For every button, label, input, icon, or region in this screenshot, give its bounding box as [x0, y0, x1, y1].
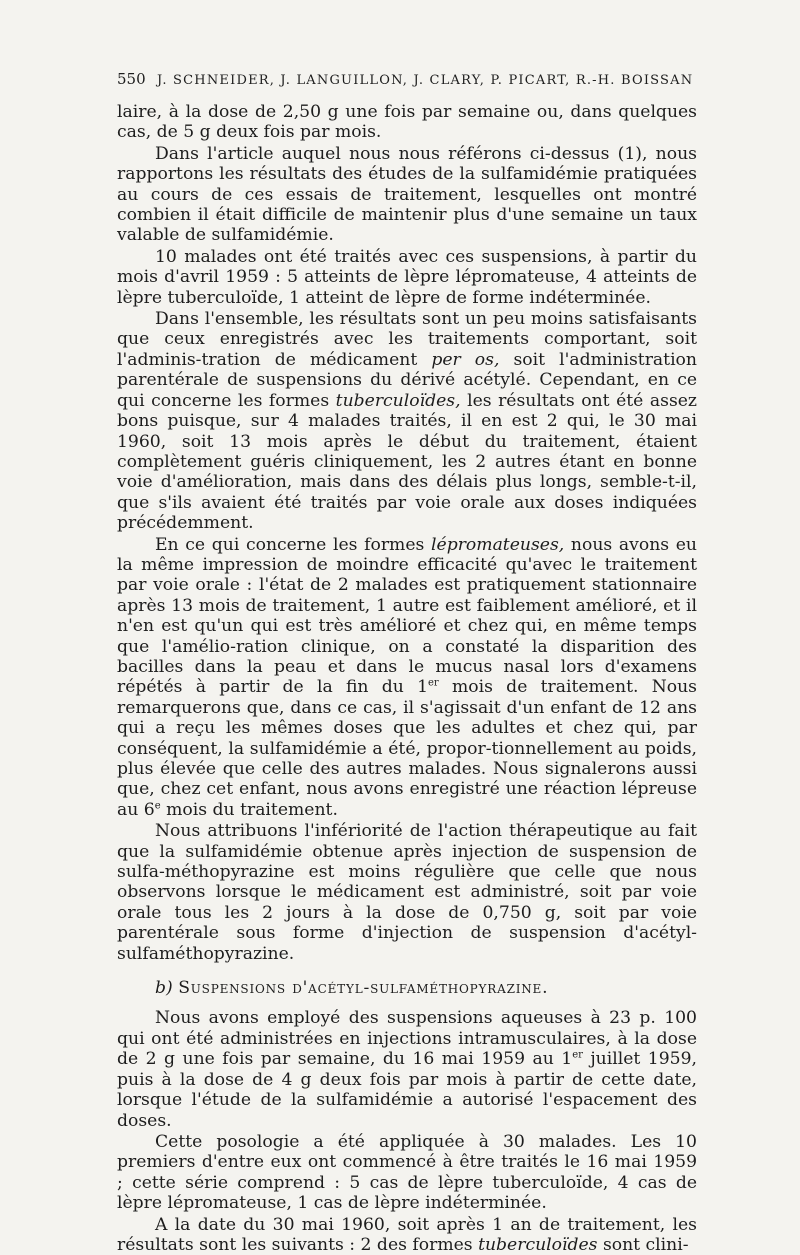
p5-sup-1: er — [428, 677, 439, 689]
paragraph-9 — [117, 1215, 697, 1255]
p4-italic-2: tuberculoïdes, — [335, 390, 461, 411]
paragraph-7 — [117, 1008, 697, 1130]
p7-text-a: Nous avons employé des suspensions aqueuses à 23 p. 100 qui ont été administrées en injections intramusculaires, à la dose de 2 g une fois par semaine, du 16 mai 1959 au 1 — [117, 1008, 697, 1070]
subheading — [117, 978, 697, 998]
page-number: 550 — [117, 70, 146, 88]
header-authors: J. SCHNEIDER, J. LANGUILLON, J. CLARY, P. PICART, R.-H. BOISSAN — [156, 73, 694, 88]
p9-text-b: sont clini- — [597, 1234, 689, 1255]
p4-text-b: soit l'administration parentérale de suspensions du dérivé acétylé. Cependant, en ce qui concerne les formes — [117, 349, 697, 411]
subheading-letter: b) — [155, 978, 173, 999]
paragraph-8: Cette posologie a été appliquée à 30 malades. Les 10 premiers d'entre eux ont commencé à être traités le 16 mai 1959 ; cette série comprend : 5 cas de lèpre tuberculoïde, 4 cas de lèpre lépromateuse, 1 cas de lèpre indéterminée. — [117, 1131, 697, 1214]
paragraph-2: Dans l'article auquel nous nous référons ci-dessus (1), nous rapportons les résultats des études de la sulfamidémie pratiquées au cours de ces essais de traitement, lesquelles ont montré combien il était difficile de maintenir plus d'une semaine un taux valable de sulfamidémie. — [117, 143, 697, 246]
p9-text-a: A la date du 30 mai 1960, soit après 1 an de traitement, les résultats sont les suivants : 2 des formes — [117, 1214, 697, 1255]
p5-italic-1: lépromateuses, — [431, 534, 565, 555]
p5-sup-2: e — [154, 800, 161, 812]
subheading-title: Suspensions d'acétyl-sulfaméthopyrazine. — [178, 978, 549, 999]
p9-italic-1: tuberculoïdes — [478, 1234, 598, 1255]
p4-text-a: Dans l'ensemble, les résultats sont un peu moins satisfaisants que ceux enregistrés avec les traitements comportant, soit l'adminis-tration de médicament — [117, 309, 697, 370]
p5-text-a: En ce qui concerne les formes — [155, 534, 432, 555]
body-text — [117, 102, 697, 1255]
paragraph-5 — [117, 535, 697, 821]
p4-text-c: les résultats ont été assez bons puisque, sur 4 malades traités, il en est 2 qui, le 30 mai 1960, soit 13 mois après le début du traitement, étaient complètement guéris cliniquement, les 2 autres étant en bonne voie d'amélioration, mais dans des délais plus longs, semble-t-il, que s'ils avaient été traités par voie orale aux doses indiquées précédemment. — [117, 390, 697, 534]
paragraph-3: 10 malades ont été traités avec ces suspensions, à partir du mois d'avril 1959 : 5 atteints de lèpre lépromateuse, 4 atteints de lèpre tuberculoïde, 1 atteint de lèpre de forme indéterminée. — [117, 246, 697, 308]
running-header — [117, 70, 697, 88]
p4-italic-1: per os, — [431, 349, 500, 370]
paragraph-1: laire, à la dose de 2,50 g une fois par semaine ou, dans quelques cas, de 5 g deux fois par mois. — [117, 102, 697, 143]
p5-text-c: mois de traitement. Nous remarquerons que, dans ce cas, il s'agissait d'un enfant de 12 ans qui a reçu les mêmes doses que les adultes et chez qui, par conséquent, la sulfamidémie a été, propor-tionnellement au poids, plus élevée que celle des autres malades. Nous signalerons aussi que, chez cet enfant, nous avons enregistré une réaction lépreuse au 6 — [117, 677, 697, 820]
p5-text-d: mois du traitement. — [160, 799, 338, 820]
p5-text-b: nous avons eu la même impression de moindre efficacité qu'avec le traitement par voie orale : l'état de 2 malades est pratiquement stationnaire après 13 mois de traitement, 1 autre est faiblement amélioré, et il n'en est qu'un qui est très amélioré et chez qui, en même temps que l'amélio-ration clinique, on a constaté la disparition des bacilles dans la peau et dans le mucus nasal lors d'examens répétés à partir de la fin du 1 — [117, 534, 697, 698]
p7-text-b: juillet 1959, puis à la dose de 4 g deux fois par mois à partir de cette date, lorsque l'étude de la sulfamidémie a autorisé l'espacement des doses. — [117, 1049, 697, 1131]
paragraph-4 — [117, 309, 697, 533]
p7-sup-1: er — [572, 1049, 583, 1061]
paragraph-6: Nous attribuons l'infériorité de l'action thérapeutique au fait que la sulfamidémie obtenue après injection de suspension de sulfa-méthopyrazine est moins régulière que celle que nous observons lorsque le médicament est administré, soit par voie orale tous les 2 jours à la dose de 0,750 g, soit par voie parentérale sous forme d'injection de suspension d'acétyl-sulfaméthopyrazine. — [117, 821, 697, 964]
